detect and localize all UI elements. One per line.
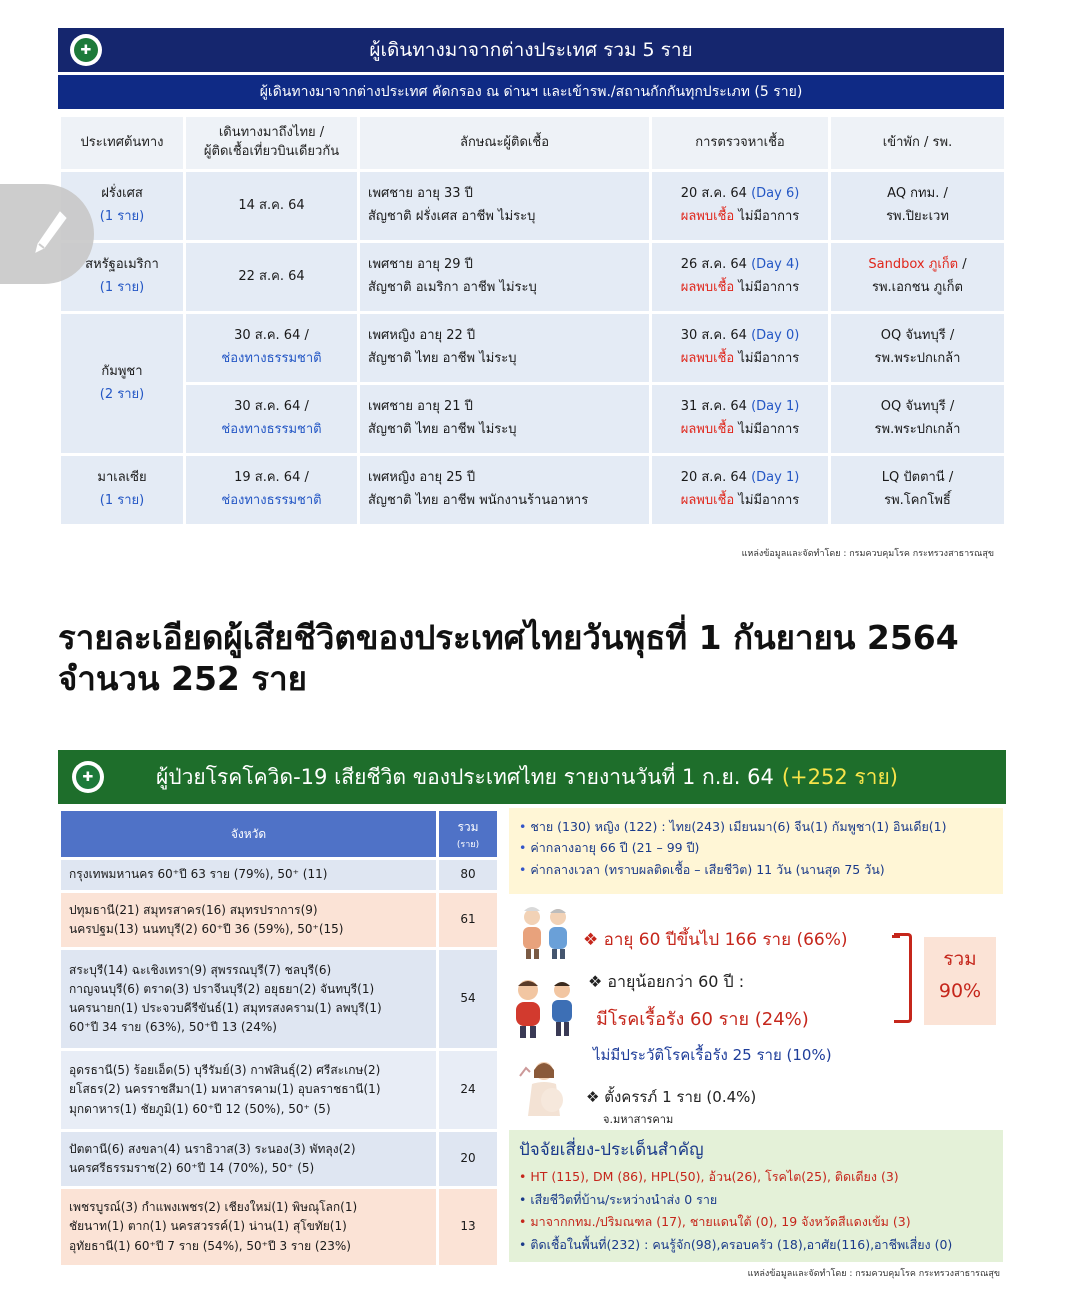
test-cell (652, 314, 828, 382)
under60-stat: ❖ อายุน้อยกว่า 60 ปี : (588, 972, 745, 991)
header-case-desc: ลักษณะผู้ติดเชื้อ (360, 117, 649, 169)
province-text: สระบุรี(14) ฉะเชิงเทรา(9) สุพรรณบุรี(7) ชลบุรี(6) กาญจนบุรี(6) ตราด(3) ปราจีนบุรี(2) อยุธยา(2) จันทบุรี(1) นครนายก(1) ประจวบคีรีขันธ์(1) สมุทรสงคราม(1) ลพบุรี(1) 60⁺ปี 34 ราย (63%), 50⁺ปี 13 (24%) (61, 950, 436, 1048)
pencil-icon (30, 208, 70, 258)
risk-item (519, 1234, 993, 1257)
test-symptom: ไม่มีอาการ (738, 209, 800, 224)
bullet-icon: • (519, 1214, 527, 1229)
bracket-line (894, 933, 912, 1023)
table-header-row (61, 811, 497, 857)
arrival-date: 30 ส.ค. 64 / (234, 328, 309, 344)
stay-cell (831, 385, 1004, 453)
foreign-travelers-subtitle-bar (58, 75, 1004, 109)
summary-item (519, 816, 993, 837)
test-day: (Day 0) (751, 328, 800, 344)
stay-line2: รพ.เอกชน ภูเก็ต (872, 280, 963, 295)
test-cell (652, 385, 828, 453)
header-total (439, 811, 497, 857)
country-cell (61, 314, 183, 453)
covid-deaths-title: ผู้ป่วยโรคโควิด-19 เสียชีวิต ของประเทศไทย รายงานวันที่ 1 ก.ย. 64 (156, 764, 774, 789)
arrival-date: 14 ส.ค. 64 (238, 197, 305, 213)
arrival-cell (186, 172, 357, 240)
foreign-travelers-title-bar (58, 28, 1004, 72)
test-result: ผลพบเชื้อ (680, 280, 735, 295)
country-count: (1 ราย) (99, 209, 145, 224)
header-stay: เข้าพัก / รพ. (831, 117, 1004, 169)
desc-cell (360, 172, 649, 240)
stay-line2: รพ.ปิยะเวท (886, 209, 949, 224)
stay-line1: LQ ปัตตานี / (881, 470, 954, 486)
total-label: รวม (943, 948, 977, 970)
stay-line1-suffix: / (958, 257, 967, 273)
test-symptom: ไม่มีอาการ (738, 422, 800, 437)
table-row (61, 172, 1004, 240)
desc-cell (360, 385, 649, 453)
test-result: ผลพบเชื้อ (680, 209, 735, 224)
stay-line2: รพ.พระปกเกล้า (874, 422, 961, 437)
arrival-date: 19 ส.ค. 64 / (234, 470, 309, 486)
arrival-note: ช่องทางธรรมชาติ (221, 493, 322, 508)
test-date: 20 ส.ค. 64 (680, 470, 747, 486)
header-country: ประเทศต้นทาง (61, 117, 183, 169)
test-symptom: ไม่มีอาการ (738, 493, 800, 508)
test-result: ผลพบเชื้อ (680, 351, 735, 366)
country-cell (61, 456, 183, 524)
desc-line1: เพศชาย อายุ 21 ปี (368, 399, 473, 415)
stay-line1: Sandbox ภูเก็ต (868, 257, 959, 273)
ministry-logo-icon: ✚ (72, 761, 104, 793)
desc-cell (360, 456, 649, 524)
summary-item (519, 837, 993, 858)
source-credit: แหล่งข้อมูลและจัดทำโดย : กรมควบคุมโรค กระทรวงสาธารณสุข (747, 1269, 1000, 1279)
test-day: (Day 1) (751, 399, 800, 415)
test-date: 26 ส.ค. 64 (680, 257, 747, 273)
stay-line1: AQ กทม. / (887, 186, 948, 202)
foreign-travelers-card (58, 28, 1004, 559)
arrival-date: 30 ส.ค. 64 / (234, 399, 309, 415)
desc-line2: สัญชาติ ไทย อาชีพ พนักงานร้านอาหาร (368, 493, 589, 508)
table-header-row (61, 117, 1004, 169)
bullet-icon: • (519, 819, 527, 834)
risk-text: มาจากกทม./ปริมณฑล (17), ชายแดนใต้ (0), 19 จังหวัดสีแดงเข้ม (3) (530, 1214, 911, 1229)
header-arrival-line2: ผู้ติดเชื้อเที่ยวบินเดียวกัน (203, 144, 340, 159)
test-result: ผลพบเชื้อ (680, 493, 735, 508)
table-row (61, 893, 497, 947)
summary-text: ค่ากลางอายุ 66 ปี (21 – 99 ปี) (530, 840, 700, 856)
sick-people-icon (510, 976, 582, 1038)
province-deaths-table (58, 808, 500, 1268)
province-total: 61 (439, 893, 497, 947)
risk-text: เสียชีวิตที่บ้าน/ระหว่างนำส่ง 0 ราย (530, 1191, 718, 1207)
elderly-couple-icon (514, 905, 576, 961)
bullet-icon: • (519, 1236, 527, 1252)
test-day: (Day 6) (751, 186, 800, 202)
test-day: (Day 4) (751, 257, 800, 273)
arrival-cell (186, 314, 357, 382)
table-row (61, 385, 1004, 453)
stay-cell (831, 314, 1004, 382)
test-result: ผลพบเชื้อ (680, 422, 735, 437)
chronic-stat: มีโรคเรื้อรัง 60 ราย (24%) (596, 1009, 809, 1030)
country-count: (2 ราย) (99, 386, 145, 402)
test-symptom: ไม่มีอาการ (738, 351, 800, 366)
stay-line2: รพ.โคกโพธิ์ (884, 493, 951, 508)
bullet-icon: • (519, 1191, 527, 1207)
test-date: 20 ส.ค. 64 (680, 186, 747, 202)
country-name: มาเลเซีย (97, 470, 147, 486)
summary-item (519, 859, 993, 880)
country-name: ฝรั่งเศส (101, 186, 143, 202)
no-chronic-stat: ไม่มีประวัติโรคเรื้อรัง 25 ราย (10%) (593, 1046, 832, 1064)
covid-deaths-total: (+252 ราย) (781, 764, 898, 789)
stay-cell (831, 456, 1004, 524)
table-row (61, 456, 1004, 524)
province-text: กรุงเทพมหานคร 60⁺ปี 63 ราย (79%), 50⁺ (11) (61, 860, 436, 890)
arrival-note: ช่องทางธรรมชาติ (221, 351, 322, 366)
header-total-label: รวม (457, 819, 479, 834)
header-test: การตรวจหาเชื้อ (652, 117, 828, 169)
bullet-icon: • (519, 840, 527, 856)
header-province: จังหวัด (61, 811, 436, 857)
risk-item (519, 1211, 993, 1234)
arrival-cell (186, 456, 357, 524)
test-date: 31 ส.ค. 64 (680, 399, 747, 415)
desc-line2: สัญชาติ ฝรั่งเศส อาชีพ ไม่ระบุ (368, 209, 536, 224)
desc-line1: เพศชาย อายุ 29 ปี (368, 257, 473, 273)
foreign-travelers-table (58, 114, 1007, 527)
age60-stat: ❖ อายุ 60 ปีขึ้นไป 166 ราย (66%) (583, 930, 848, 950)
summary-text: ค่ากลางเวลา (ทราบผลติดเชื้อ – เสียชีวิต) 11 วัน (นานสุด 75 วัน) (530, 861, 885, 877)
desc-cell (360, 314, 649, 382)
pregnant-woman-icon (516, 1058, 572, 1124)
header-arrival-line1: เดินทางมาถึงไทย / (218, 125, 325, 141)
table-row (61, 243, 1004, 311)
desc-line1: เพศชาย อายุ 33 ปี (368, 186, 473, 202)
total-percent-box (924, 937, 996, 1025)
risk-text: ติดเชื้อในพื้นที่(232) : คนรู้จัก(98),ครอบครัว (18),อาศัย(116),อาชีพเสี่ยง (0) (530, 1236, 953, 1252)
header-total-unit: (ราย) (456, 839, 480, 850)
risk-factors-box (509, 1130, 1003, 1262)
table-row (61, 314, 1004, 382)
province-text: อุดรธานี(5) ร้อยเอ็ด(5) บุรีรัมย์(3) กาฬสินธุ์(2) ศรีสะเกษ(2) ยโสธร(2) นครราชสีมา(1) มหาสารคาม(1) อุบลราชธานี(1) มุกดาหาร(1) ชัยภูมิ(1) 60⁺ปี 12 (50%), 50⁺ (5) (61, 1051, 436, 1129)
table-row (61, 860, 497, 890)
source-credit: แหล่งข้อมูลและจัดทำโดย : กรมควบคุมโรค กระทรวงสาธารณสุข (741, 549, 994, 559)
arrival-date: 22 ส.ค. 64 (238, 268, 305, 284)
arrival-note: ช่องทางธรรมชาติ (221, 422, 322, 437)
country-count: (1 ราย) (99, 280, 145, 295)
risk-text: HT (115), DM (86), HPL(50), อ้วน(26), โรคไต(25), ติดเตียง (3) (530, 1169, 899, 1184)
stay-cell (831, 172, 1004, 240)
pregnant-stat: ❖ ตั้งครรภ์ 1 ราย (0.4%) (586, 1088, 757, 1106)
article-heading: รายละเอียดผู้เสียชีวิตของประเทศไทยวันพุธที่ 1 กันยายน 2564 จำนวน 252 ราย (58, 618, 959, 698)
table-row (61, 1132, 497, 1186)
province-total: 54 (439, 950, 497, 1048)
test-cell (652, 243, 828, 311)
test-day: (Day 1) (751, 470, 800, 486)
province-total: 20 (439, 1132, 497, 1186)
desc-line1: เพศหญิง อายุ 22 ปี (368, 328, 476, 344)
desc-line2: สัญชาติ อเมริกา อาชีพ ไม่ระบุ (368, 280, 537, 295)
stay-line1: OQ จันทบุรี / (880, 399, 955, 415)
test-cell (652, 456, 828, 524)
risk-factors-title: ปัจจัยเสี่ยง-ประเด็นสำคัญ (519, 1140, 704, 1160)
province-text: ปทุมธานี(21) สมุทรสาคร(16) สมุทรปราการ(9) นครปฐม(13) นนทบุรี(2) 60⁺ปี 36 (59%), 50⁺(15) (61, 893, 436, 947)
province-total: 13 (439, 1189, 497, 1265)
covid-deaths-card (58, 750, 1006, 1285)
desc-line1: เพศหญิง อายุ 25 ปี (368, 470, 476, 486)
total-value: 90% (938, 980, 982, 1003)
desc-line2: สัญชาติ ไทย อาชีพ ไม่ระบุ (368, 422, 517, 437)
table-row (61, 1051, 497, 1129)
arrival-cell (186, 385, 357, 453)
stay-line2: รพ.พระปกเกล้า (874, 351, 961, 366)
table-row (61, 950, 497, 1048)
province-total: 24 (439, 1051, 497, 1129)
foreign-travelers-subtitle: ผู้เดินทางมาจากต่างประเทศ คัดกรอง ณ ด่านฯ และเข้ารพ./สถานกักกันทุกประเภท (5 ราย) (259, 84, 803, 100)
bullet-icon: • (519, 861, 527, 877)
test-symptom: ไม่มีอาการ (738, 280, 800, 295)
covid-deaths-title-bar (58, 750, 1006, 804)
header-arrival (186, 117, 357, 169)
summary-box (509, 808, 1003, 894)
desc-cell (360, 243, 649, 311)
stay-cell (831, 243, 1004, 311)
province-text: ปัตตานี(6) สงขลา(4) นราธิวาส(3) ระนอง(3) พัทลุง(2) นครศรีธรรมราช(2) 60⁺ปี 14 (70%), 50⁺ (5) (61, 1132, 436, 1186)
pregnant-location: จ.มหาสารคาม (603, 1113, 674, 1126)
risk-item (519, 1166, 993, 1189)
country-name: กัมพูชา (101, 363, 143, 379)
arrival-cell (186, 243, 357, 311)
foreign-travelers-title: ผู้เดินทางมาจากต่างประเทศ รวม 5 ราย (369, 39, 693, 61)
test-cell (652, 172, 828, 240)
table-row (61, 1189, 497, 1265)
summary-text: ชาย (130) หญิง (122) : ไทย(243) เมียนมา(6) จีน(1) กัมพูชา(1) อินเดีย(1) (530, 819, 947, 834)
bullet-icon: • (519, 1169, 527, 1184)
stay-line1: OQ จันทบุรี / (880, 328, 955, 344)
country-name: สหรัฐอเมริกา (85, 257, 159, 273)
ministry-logo-icon: ✚ (70, 34, 102, 66)
province-total: 80 (439, 860, 497, 890)
test-date: 30 ส.ค. 64 (680, 328, 747, 344)
country-count: (1 ราย) (99, 493, 145, 508)
risk-item (519, 1189, 993, 1212)
province-text: เพชรบูรณ์(3) กำแพงเพชร(2) เชียงใหม่(1) พิษณุโลก(1) ชัยนาท(1) ตาก(1) นครสวรรค์(1) น่าน(1) สุโขทัย(1) อุทัยธานี(1) 60⁺ปี 7 ราย (54%), 50⁺ปี 3 ราย (23%) (61, 1189, 436, 1265)
desc-line2: สัญชาติ ไทย อาชีพ ไม่ระบุ (368, 351, 517, 366)
